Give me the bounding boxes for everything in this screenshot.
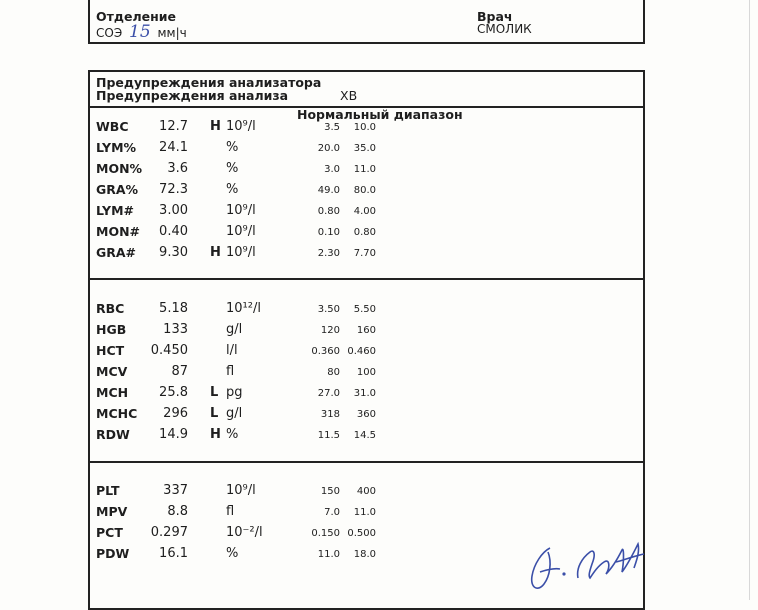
test-unit: fl bbox=[226, 504, 235, 519]
test-value: 3.6 bbox=[167, 161, 188, 176]
test-name: HGB bbox=[96, 322, 127, 337]
abnormal-flag: H bbox=[210, 245, 221, 260]
range-high: 80.0 bbox=[353, 185, 376, 196]
test-name: PLT bbox=[96, 483, 120, 498]
test-value: 24.1 bbox=[159, 140, 188, 155]
range-low: 27.0 bbox=[317, 388, 340, 399]
test-name: MCH bbox=[96, 385, 129, 400]
test-value: 8.8 bbox=[167, 504, 188, 519]
paper-edge bbox=[749, 0, 750, 600]
test-name: PDW bbox=[96, 546, 130, 561]
test-name: MPV bbox=[96, 504, 128, 519]
range-high: 400 bbox=[356, 486, 376, 497]
test-name: GRA# bbox=[96, 245, 137, 260]
range-high: 100 bbox=[356, 367, 376, 378]
test-value: 3.00 bbox=[159, 203, 188, 218]
range-high: 5.50 bbox=[353, 304, 376, 315]
divider bbox=[88, 278, 645, 280]
test-unit: 10⁹/l bbox=[226, 224, 256, 239]
analyzer-warnings-label: Предупреждения анализатора bbox=[96, 75, 322, 90]
range-low: 3.0 bbox=[324, 164, 340, 175]
test-unit: 10⁹/l bbox=[226, 119, 256, 134]
analysis-warnings-label: Предупреждения анализа bbox=[96, 88, 289, 103]
test-name: MCHC bbox=[96, 406, 138, 421]
range-low: 120 bbox=[320, 325, 340, 336]
test-value: 9.30 bbox=[159, 245, 188, 260]
range-high: 14.5 bbox=[353, 430, 376, 441]
range-high: 10.0 bbox=[353, 122, 376, 133]
test-unit: % bbox=[226, 182, 239, 197]
abnormal-flag: H bbox=[210, 427, 221, 442]
test-unit: 10¹²/l bbox=[226, 301, 261, 316]
range-low: 49.0 bbox=[317, 185, 340, 196]
range-low: 7.0 bbox=[324, 507, 340, 518]
test-value: 25.8 bbox=[159, 385, 188, 400]
test-unit: % bbox=[226, 140, 239, 155]
test-name: LYM# bbox=[96, 203, 134, 218]
test-unit: 10⁹/l bbox=[226, 245, 256, 260]
test-unit: 10⁹/l bbox=[226, 203, 256, 218]
range-low: 0.360 bbox=[311, 346, 340, 357]
range-low: 150 bbox=[320, 486, 340, 497]
esr-prefix: СОЭ bbox=[96, 26, 123, 40]
range-high: 35.0 bbox=[353, 143, 376, 154]
range-high: 7.70 bbox=[353, 248, 376, 259]
range-high: 160 bbox=[356, 325, 376, 336]
test-unit: g/l bbox=[226, 406, 243, 421]
range-low: 11.0 bbox=[317, 549, 340, 560]
range-high: 11.0 bbox=[353, 507, 376, 518]
range-low: 11.5 bbox=[317, 430, 340, 441]
test-name: MON# bbox=[96, 224, 141, 239]
range-high: 11.0 bbox=[353, 164, 376, 175]
test-name: RDW bbox=[96, 427, 130, 442]
range-high: 18.0 bbox=[353, 549, 376, 560]
range-high: 4.00 bbox=[353, 206, 376, 217]
test-value: 0.450 bbox=[150, 343, 188, 358]
range-high: 0.500 bbox=[347, 528, 376, 539]
department-label: Отделение bbox=[96, 9, 176, 24]
test-name: GRA% bbox=[96, 182, 139, 197]
test-value: 133 bbox=[163, 322, 188, 337]
test-unit: % bbox=[226, 161, 239, 176]
test-value: 5.18 bbox=[159, 301, 188, 316]
range-low: 0.80 bbox=[317, 206, 340, 217]
test-name: HCT bbox=[96, 343, 125, 358]
range-low: 80 bbox=[327, 367, 340, 378]
test-unit: l/l bbox=[226, 343, 238, 358]
doctor-label: Врач bbox=[477, 9, 513, 24]
abnormal-flag: L bbox=[210, 406, 219, 421]
test-value: 296 bbox=[163, 406, 188, 421]
test-value: 0.40 bbox=[159, 224, 188, 239]
test-unit: 10⁻²/l bbox=[226, 525, 263, 540]
test-value: 16.1 bbox=[159, 546, 188, 561]
test-unit: fl bbox=[226, 364, 235, 379]
test-value: 337 bbox=[163, 483, 188, 498]
abnormal-flag: H bbox=[210, 119, 221, 134]
range-high: 360 bbox=[356, 409, 376, 420]
test-name: MCV bbox=[96, 364, 128, 379]
analysis-warnings-value: XB bbox=[340, 88, 358, 103]
test-unit: g/l bbox=[226, 322, 243, 337]
range-low: 3.50 bbox=[317, 304, 340, 315]
doctor-signature bbox=[520, 522, 655, 600]
test-name: RBC bbox=[96, 301, 125, 316]
range-high: 0.80 bbox=[353, 227, 376, 238]
range-low: 0.10 bbox=[317, 227, 340, 238]
esr-field bbox=[96, 22, 187, 42]
test-value: 72.3 bbox=[159, 182, 188, 197]
normal-range-label: Нормальный диапазон bbox=[297, 107, 463, 122]
test-name: PCT bbox=[96, 525, 123, 540]
test-name: LYM% bbox=[96, 140, 137, 155]
test-name: WBC bbox=[96, 119, 129, 134]
test-unit: 10⁹/l bbox=[226, 483, 256, 498]
range-high: 0.460 bbox=[347, 346, 376, 357]
test-unit: pg bbox=[226, 385, 243, 400]
test-name: MON% bbox=[96, 161, 143, 176]
test-value: 14.9 bbox=[159, 427, 188, 442]
esr-handwritten-value: 15 bbox=[129, 22, 151, 42]
doctor-name: СМОЛИК bbox=[477, 22, 532, 36]
test-value: 0.297 bbox=[150, 525, 188, 540]
esr-unit: мм|ч bbox=[157, 26, 187, 40]
range-low: 20.0 bbox=[317, 143, 340, 154]
divider bbox=[88, 461, 645, 463]
range-low: 0.150 bbox=[311, 528, 340, 539]
range-low: 318 bbox=[320, 409, 340, 420]
abnormal-flag: L bbox=[210, 385, 219, 400]
range-low: 3.5 bbox=[324, 122, 340, 133]
test-value: 12.7 bbox=[159, 119, 188, 134]
range-high: 31.0 bbox=[353, 388, 376, 399]
test-unit: % bbox=[226, 427, 239, 442]
range-low: 2.30 bbox=[317, 248, 340, 259]
test-value: 87 bbox=[171, 364, 188, 379]
test-unit: % bbox=[226, 546, 239, 561]
